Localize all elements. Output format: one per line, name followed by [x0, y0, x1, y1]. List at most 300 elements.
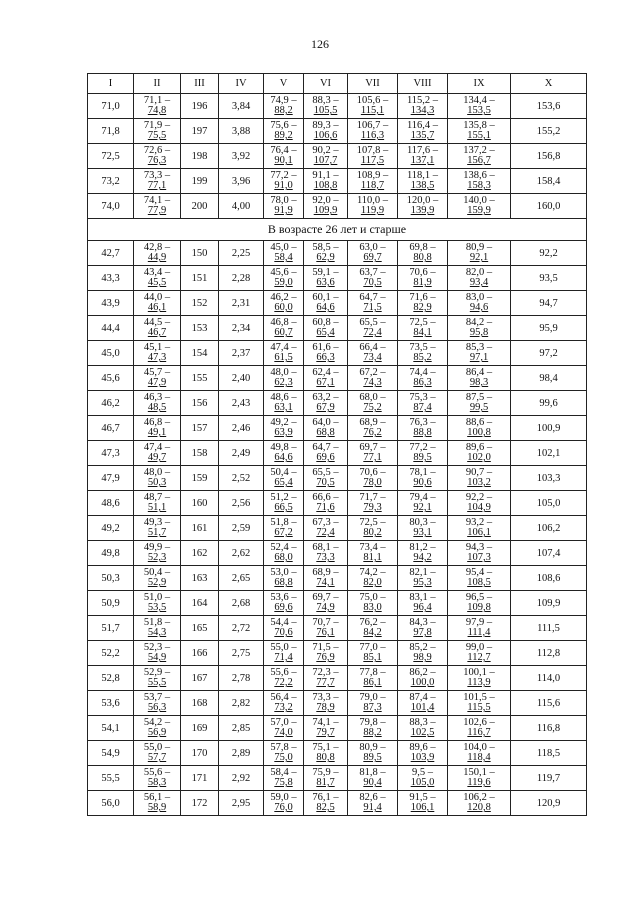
range-end: 135,7: [410, 130, 435, 141]
range-cell: [348, 541, 398, 566]
range-start: 51,2 –: [270, 492, 297, 503]
range-end: 62,3: [274, 377, 293, 388]
range-cell: [304, 119, 348, 144]
range-start: 73,5 –: [409, 342, 436, 353]
range-start: 96,5 –: [465, 592, 493, 603]
range-cell: [134, 416, 181, 441]
range-end: 68,8: [316, 427, 335, 438]
range-cell: [304, 466, 348, 491]
range-start: 50,4 –: [143, 567, 171, 578]
table-cell: 47,9: [88, 466, 134, 491]
range-start: 55,0 –: [143, 742, 171, 753]
table-cell: 54,9: [88, 741, 134, 766]
range-cell: [398, 241, 448, 266]
table-cell: 95,9: [511, 316, 587, 341]
range-cell: [134, 566, 181, 591]
range-cell: [348, 791, 398, 816]
range-end: 95,8: [469, 327, 489, 338]
range-end: 116,3: [360, 130, 385, 141]
range-cell: [348, 691, 398, 716]
range-cell: [448, 341, 511, 366]
range-cell: [304, 516, 348, 541]
table-cell: 50,9: [88, 591, 134, 616]
table-row: [88, 416, 587, 441]
range-start: 82,6 –: [359, 792, 386, 803]
range-start: 80,9 –: [359, 742, 386, 753]
range-end: 69,6: [274, 602, 293, 613]
range-cell: [398, 94, 448, 119]
range-end: 89,5: [363, 752, 382, 763]
range-cell: [304, 591, 348, 616]
range-start: 60,1 –: [312, 292, 339, 303]
table-row: [88, 791, 587, 816]
range-end: 98,3: [469, 377, 489, 388]
range-end: 71,5: [363, 302, 382, 313]
range-start: 56,1 –: [143, 792, 171, 803]
range-end: 64,6: [316, 302, 335, 313]
range-end: 100,0: [410, 677, 435, 688]
range-cell: [134, 616, 181, 641]
range-start: 70,6 –: [409, 267, 436, 278]
range-end: 81,7: [316, 777, 335, 788]
range-end: 90,6: [413, 477, 432, 488]
table-cell: 46,7: [88, 416, 134, 441]
table-row: [88, 119, 587, 144]
range-start: 93,2 –: [465, 517, 493, 528]
range-end: 54,9: [147, 652, 167, 663]
range-start: 51,0 –: [143, 592, 171, 603]
table-cell: 73,2: [88, 169, 134, 194]
range-start: 87,5 –: [465, 392, 493, 403]
range-start: 59,1 –: [312, 267, 339, 278]
range-end: 115,5: [467, 702, 491, 713]
range-end: 106,6: [313, 130, 338, 141]
range-start: 59,0 –: [270, 792, 297, 803]
column-header: V: [264, 74, 304, 94]
range-cell: [304, 391, 348, 416]
range-start: 92,2 –: [465, 492, 493, 503]
range-end: 54,3: [147, 627, 167, 638]
range-cell: [448, 119, 511, 144]
range-end: 74,3: [363, 377, 382, 388]
range-cell: [398, 366, 448, 391]
table-cell: 171: [181, 766, 219, 791]
range-cell: [264, 766, 304, 791]
range-cell: [264, 566, 304, 591]
table-cell: 2,56: [219, 491, 264, 516]
table-cell: 49,8: [88, 541, 134, 566]
range-end: 119,9: [360, 205, 385, 216]
range-cell: [304, 666, 348, 691]
column-header: VIII: [398, 74, 448, 94]
range-start: 48,7 –: [143, 492, 171, 503]
table-row: [88, 591, 587, 616]
table-cell: 155,2: [511, 119, 587, 144]
range-start: 58,4 –: [270, 767, 297, 778]
range-cell: [348, 144, 398, 169]
table-cell: 97,2: [511, 341, 587, 366]
table-cell: 157: [181, 416, 219, 441]
range-end: 109,8: [467, 602, 491, 613]
range-start: 65,5 –: [312, 467, 339, 478]
range-start: 75,1 –: [312, 742, 339, 753]
range-end: 138,5: [410, 180, 435, 191]
range-start: 81,2 –: [409, 542, 436, 553]
range-end: 65,4: [316, 327, 335, 338]
range-start: 71,6 –: [409, 292, 436, 303]
table-row: [88, 194, 587, 219]
range-cell: [398, 291, 448, 316]
range-cell: [264, 641, 304, 666]
range-start: 89,3 –: [312, 120, 339, 131]
table-cell: 2,75: [219, 641, 264, 666]
table-row: [88, 491, 587, 516]
table-cell: 106,2: [511, 516, 587, 541]
range-end: 113,9: [467, 677, 491, 688]
range-end: 51,1: [147, 502, 167, 513]
range-end: 76,0: [274, 802, 293, 813]
range-start: 46,8 –: [270, 317, 297, 328]
range-end: 90,1: [274, 155, 293, 166]
range-cell: [398, 541, 448, 566]
range-start: 75,6 –: [270, 120, 297, 131]
table-cell: 153,6: [511, 94, 587, 119]
range-cell: [348, 416, 398, 441]
table-cell: 2,40: [219, 366, 264, 391]
range-start: 86,4 –: [465, 367, 493, 378]
range-cell: [134, 94, 181, 119]
range-start: 94,3 –: [465, 542, 493, 553]
range-start: 91,1 –: [312, 170, 339, 181]
range-cell: [134, 491, 181, 516]
table-row: [88, 266, 587, 291]
range-cell: [398, 416, 448, 441]
range-cell: [134, 366, 181, 391]
range-end: 82,0: [363, 577, 382, 588]
range-end: 63,9: [274, 427, 293, 438]
range-end: 55,5: [147, 677, 167, 688]
table-cell: 44,4: [88, 316, 134, 341]
range-end: 49,7: [147, 452, 167, 463]
range-end: 52,3: [147, 552, 167, 563]
range-start: 47,4 –: [270, 342, 297, 353]
range-start: 52,9 –: [143, 667, 171, 678]
range-start: 81,8 –: [359, 767, 386, 778]
range-end: 61,5: [274, 352, 293, 363]
range-cell: [398, 391, 448, 416]
range-end: 63,1: [274, 402, 293, 413]
range-start: 150,1 –: [463, 767, 495, 778]
range-cell: [304, 541, 348, 566]
range-cell: [264, 491, 304, 516]
range-end: 80,8: [316, 752, 335, 763]
range-end: 75,8: [274, 777, 293, 788]
range-cell: [134, 291, 181, 316]
table-cell: 200: [181, 194, 219, 219]
range-start: 117,6 –: [406, 145, 439, 156]
range-end: 63,6: [316, 277, 335, 288]
range-cell: [264, 316, 304, 341]
table-cell: 166: [181, 641, 219, 666]
norms-table: [87, 73, 587, 816]
table-row: [88, 391, 587, 416]
range-end: 100,8: [467, 427, 491, 438]
range-cell: [264, 144, 304, 169]
range-cell: [134, 741, 181, 766]
range-end: 119,6: [467, 777, 491, 788]
range-end: 57,7: [147, 752, 167, 763]
range-cell: [304, 291, 348, 316]
range-cell: [304, 616, 348, 641]
range-cell: [348, 291, 398, 316]
table-cell: 164: [181, 591, 219, 616]
table-cell: 107,4: [511, 541, 587, 566]
range-start: 54,2 –: [143, 717, 171, 728]
range-cell: [348, 516, 398, 541]
range-cell: [264, 94, 304, 119]
range-start: 100,1 –: [463, 667, 495, 678]
range-end: 108,5: [467, 577, 491, 588]
table-cell: 42,7: [88, 241, 134, 266]
table-cell: 54,1: [88, 716, 134, 741]
table-cell: 71,8: [88, 119, 134, 144]
range-end: 75,5: [147, 130, 167, 141]
table-cell: 56,0: [88, 791, 134, 816]
range-start: 77,8 –: [359, 667, 386, 678]
range-start: 49,2 –: [270, 417, 297, 428]
range-end: 70,5: [363, 277, 382, 288]
range-cell: [348, 641, 398, 666]
table-cell: 2,65: [219, 566, 264, 591]
section-row: [88, 219, 587, 241]
range-cell: [304, 94, 348, 119]
range-cell: [448, 266, 511, 291]
range-start: 106,7 –: [356, 120, 389, 131]
range-end: 89,5: [413, 452, 432, 463]
range-start: 72,5 –: [409, 317, 436, 328]
range-end: 153,5: [467, 105, 491, 116]
range-end: 76,1: [316, 627, 335, 638]
range-end: 91,4: [363, 802, 382, 813]
range-cell: [448, 316, 511, 341]
table-cell: 94,7: [511, 291, 587, 316]
table-cell: 162: [181, 541, 219, 566]
table-cell: 116,8: [511, 716, 587, 741]
range-end: 108,8: [313, 180, 338, 191]
column-header: IV: [219, 74, 264, 94]
table-cell: 50,3: [88, 566, 134, 591]
range-start: 71,7 –: [359, 492, 386, 503]
range-end: 78,9: [316, 702, 335, 713]
table-cell: 45,0: [88, 341, 134, 366]
range-cell: [304, 366, 348, 391]
range-start: 88,3 –: [409, 717, 436, 728]
range-cell: [448, 641, 511, 666]
range-end: 44,9: [147, 252, 167, 263]
range-start: 74,1 –: [143, 195, 171, 206]
table-cell: 47,3: [88, 441, 134, 466]
range-cell: [398, 591, 448, 616]
range-start: 49,8 –: [270, 442, 297, 453]
range-start: 66,4 –: [359, 342, 386, 353]
range-end: 77,1: [147, 180, 167, 191]
range-cell: [264, 791, 304, 816]
table-cell: 2,37: [219, 341, 264, 366]
range-start: 90,2 –: [312, 145, 339, 156]
table-cell: 52,2: [88, 641, 134, 666]
table-cell: 150: [181, 241, 219, 266]
range-start: 57,8 –: [270, 742, 297, 753]
range-end: 77,9: [147, 205, 167, 216]
range-start: 80,3 –: [409, 517, 436, 528]
range-end: 94,6: [469, 302, 489, 313]
range-start: 84,2 –: [465, 317, 493, 328]
range-end: 102,5: [410, 727, 435, 738]
table-cell: 154: [181, 341, 219, 366]
range-end: 86,1: [363, 677, 382, 688]
page-number: 126: [311, 37, 329, 51]
range-end: 64,6: [274, 452, 293, 463]
range-start: 49,9 –: [143, 542, 171, 553]
range-start: 110,0 –: [356, 195, 389, 206]
range-cell: [264, 291, 304, 316]
range-cell: [304, 144, 348, 169]
range-cell: [304, 194, 348, 219]
range-start: 50,4 –: [270, 467, 297, 478]
range-end: 86,3: [413, 377, 432, 388]
range-start: 48,6 –: [270, 392, 297, 403]
table-cell: 4,00: [219, 194, 264, 219]
range-start: 53,7 –: [143, 692, 171, 703]
range-start: 49,3 –: [143, 517, 171, 528]
range-start: 72,6 –: [143, 145, 171, 156]
table-row: [88, 94, 587, 119]
range-end: 85,2: [413, 352, 432, 363]
range-end: 51,7: [147, 527, 167, 538]
range-start: 115,2 –: [406, 95, 439, 106]
range-start: 48,0 –: [270, 367, 297, 378]
range-start: 78,1 –: [409, 467, 436, 478]
range-start: 82,0 –: [465, 267, 493, 278]
table-row: [88, 691, 587, 716]
range-cell: [264, 341, 304, 366]
range-cell: [398, 119, 448, 144]
range-end: 106,1: [410, 802, 435, 813]
range-cell: [304, 741, 348, 766]
range-cell: [398, 741, 448, 766]
range-start: 46,3 –: [143, 392, 171, 403]
range-cell: [348, 169, 398, 194]
table-row: [88, 541, 587, 566]
range-end: 69,6: [316, 452, 335, 463]
range-cell: [348, 94, 398, 119]
table-cell: 163: [181, 566, 219, 591]
range-start: 85,3 –: [465, 342, 493, 353]
range-start: 88,6 –: [465, 417, 493, 428]
range-start: 99,0 –: [465, 642, 493, 653]
range-end: 78,0: [363, 477, 382, 488]
range-end: 82,9: [413, 302, 432, 313]
range-start: 66,6 –: [312, 492, 339, 503]
range-cell: [448, 691, 511, 716]
table-row: [88, 516, 587, 541]
range-start: 101,5 –: [463, 692, 495, 703]
table-cell: 51,7: [88, 616, 134, 641]
table-cell: 2,43: [219, 391, 264, 416]
table-cell: 2,46: [219, 416, 264, 441]
range-start: 47,4 –: [143, 442, 171, 453]
table-row: [88, 169, 587, 194]
table-row: [88, 641, 587, 666]
range-cell: [304, 791, 348, 816]
range-end: 49,1: [147, 427, 167, 438]
range-end: 45,5: [147, 277, 167, 288]
table-cell: 99,6: [511, 391, 587, 416]
range-cell: [348, 194, 398, 219]
range-start: 71,5 –: [312, 642, 339, 653]
range-cell: [398, 691, 448, 716]
range-end: 66,3: [316, 352, 335, 363]
range-end: 76,3: [147, 155, 167, 166]
range-cell: [448, 716, 511, 741]
range-start: 120,0 –: [406, 195, 439, 206]
range-end: 81,9: [413, 277, 432, 288]
range-end: 101,4: [410, 702, 435, 713]
table-cell: 71,0: [88, 94, 134, 119]
range-cell: [448, 566, 511, 591]
table-cell: 158: [181, 441, 219, 466]
range-start: 74,2 –: [359, 567, 386, 578]
range-start: 90,7 –: [465, 467, 493, 478]
range-cell: [398, 341, 448, 366]
table-cell: 43,9: [88, 291, 134, 316]
range-end: 105,5: [313, 105, 338, 116]
table-cell: 92,2: [511, 241, 587, 266]
range-cell: [448, 516, 511, 541]
table-row: [88, 441, 587, 466]
table-row: [88, 291, 587, 316]
range-cell: [304, 766, 348, 791]
range-end: 60,0: [274, 302, 293, 313]
table-cell: 46,2: [88, 391, 134, 416]
range-end: 73,4: [363, 352, 382, 363]
range-end: 91,0: [274, 180, 293, 191]
table-cell: 43,3: [88, 266, 134, 291]
range-cell: [348, 491, 398, 516]
table-cell: 152: [181, 291, 219, 316]
range-end: 58,9: [147, 802, 167, 813]
range-start: 95,4 –: [465, 567, 493, 578]
range-end: 73,2: [274, 702, 293, 713]
range-start: 118,1 –: [406, 170, 439, 181]
table-cell: 120,9: [511, 791, 587, 816]
range-end: 115,1: [360, 105, 385, 116]
range-end: 118,4: [467, 752, 491, 763]
range-start: 55,6 –: [270, 667, 297, 678]
range-end: 91,9: [274, 205, 293, 216]
range-start: 89,6 –: [465, 442, 493, 453]
range-end: 118,7: [360, 180, 385, 191]
range-start: 74,1 –: [312, 717, 339, 728]
table-cell: 93,5: [511, 266, 587, 291]
table-cell: 48,6: [88, 491, 134, 516]
range-start: 91,5 –: [409, 792, 436, 803]
column-header: X: [511, 74, 587, 94]
range-start: 135,8 –: [463, 120, 495, 131]
table-cell: 155: [181, 366, 219, 391]
range-end: 70,6: [274, 627, 293, 638]
range-start: 71,9 –: [143, 120, 171, 131]
